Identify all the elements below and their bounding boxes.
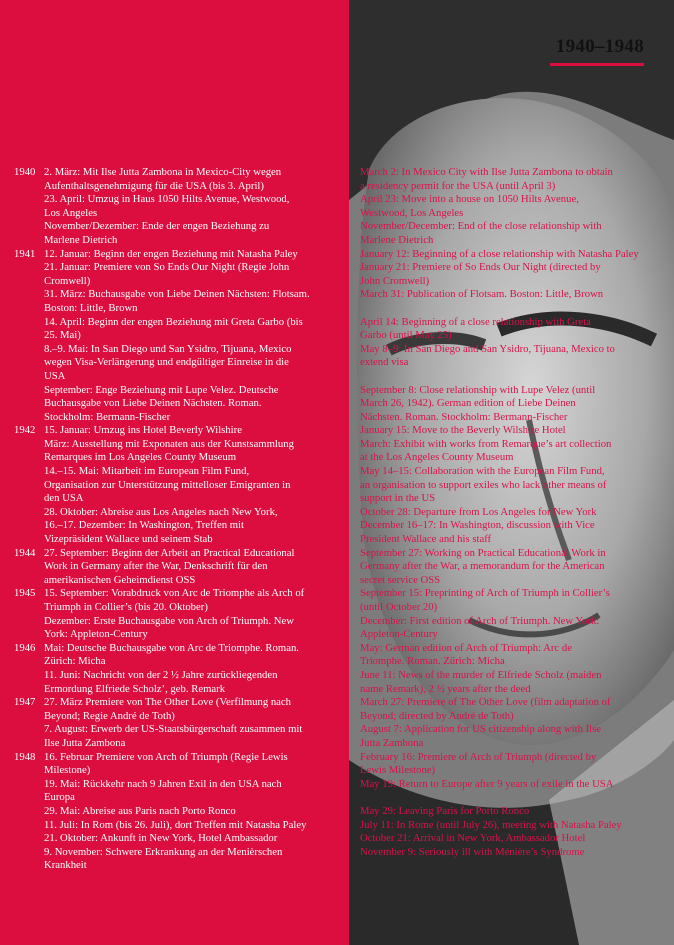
year-entry — [14, 166, 344, 248]
entry-line: 8.–9. Mai: In San Diego und San Ysidro, Tijuana, Mexico — [44, 342, 292, 355]
entry-line: 28. Oktober: Abreise aus Los Angeles nach New York, — [44, 505, 278, 518]
entry-text — [44, 166, 344, 248]
year-label: 1946 — [14, 641, 36, 654]
entry-line: den USA — [44, 492, 84, 505]
translation-line: March 2: In Mexico City with Ilse Jutta Zambona to obtain — [360, 166, 613, 178]
year-entry — [14, 642, 344, 696]
entry-line: Beyond; Regie André de Toth) — [44, 709, 175, 722]
translation-line: October 28: Departure from Los Angeles for New York — [360, 505, 597, 518]
translation-line: Germany after the War, a memorandum for the American — [360, 560, 605, 573]
translation-line: President Wallace and his staff — [360, 533, 492, 546]
year-label: 1944 — [14, 546, 36, 559]
translation-line: November/December: End of the close relationship with — [360, 220, 602, 233]
translation-line: March: Exhibit with works from Remarque’s art collection — [360, 437, 612, 450]
year-label: 1948 — [14, 750, 36, 763]
entry-line: Europa — [44, 791, 75, 804]
entry-text — [44, 424, 344, 546]
translation-line: Westwood, Los Angeles — [360, 206, 464, 219]
translation-line: December 16–17: In Washington, discussion with Vice — [360, 519, 595, 532]
entry-line: Triumph in Collier’s (bis 20. Oktober) — [44, 601, 208, 613]
translation-line: January 15: Move to the Beverly Wilshire Hotel — [360, 424, 566, 437]
translation-line: December: First edition of Arch of Triumph. New York: — [360, 614, 600, 627]
translation-line: June 11: News of the murder of Elfriede Scholz (maiden — [360, 668, 602, 681]
translation-line: September 8: Close relationship with Lupe Velez (until — [360, 383, 596, 396]
translation-line: extend visa — [360, 356, 409, 369]
spacer — [360, 370, 666, 384]
translation-line: Appleton-Century — [360, 628, 438, 641]
entry-line: Milestone) — [44, 764, 91, 777]
entry-line: 12. Januar: Beginn der engen Beziehung mit Natasha Paley — [44, 247, 298, 260]
year-entry — [14, 587, 344, 641]
entry-line: amerikanischen Geheimdienst OSS — [44, 573, 196, 586]
entry-line: USA — [44, 369, 66, 382]
entry-line: 21. Oktober: Ankunft in New York, Hotel Ambassador — [44, 832, 278, 845]
translation-line: Beyond; directed by André de Toth) — [360, 709, 514, 722]
entry-line: wegen Visa-Verlängerung und endgültiger Einreise in die — [44, 356, 289, 369]
year-entry — [14, 424, 344, 546]
entry-line: 16.–17. Dezember: In Washington, Treffen mit — [44, 519, 244, 532]
entry-line: Zürich: Micha — [44, 655, 106, 668]
title-underline — [550, 63, 644, 66]
entry-line: Ermordung Elfriede Scholz’, geb. Remark — [44, 682, 226, 695]
entry-line: Buchausgabe von Liebe Deinen Nächsten. Roman. — [44, 397, 262, 410]
translation-line: Lewis Milestone) — [360, 764, 436, 777]
entry-line: Work in Germany after the War, Denkschrift für den — [44, 560, 268, 573]
entry-line: 27. September: Beginn der Arbeit an Practical Educational — [44, 546, 295, 559]
translation-line: November 9: Seriously ill with Ménière’s Syndrome — [360, 845, 585, 858]
translation-line: January 21: Premiere of So Ends Our Night (directed by — [360, 261, 601, 274]
translation-line: a residency permit for the USA (until April 3) — [360, 179, 556, 192]
year-entry — [14, 751, 344, 873]
entry-line: 9. November: Schwere Erkrankung an der Menièrschen — [44, 845, 283, 858]
translation-line: secret service OSS — [360, 573, 441, 586]
entry-line: 16. Februar Premiere von Arch of Triumph (Regie Lewis — [44, 750, 288, 763]
year-label: 1947 — [14, 696, 36, 709]
translation-line: March 27: Premiere of The Other Love (film adaptation of — [360, 696, 611, 709]
translation-line: May 19: Return to Europe after 9 years of exile in the USA — [360, 777, 614, 790]
entry-line: 14.–15. Mai: Mitarbeit im European Film Fund, — [44, 465, 250, 478]
spacer — [360, 791, 666, 805]
translation-line: May 14–15: Collaboration with the European Film Fund, — [360, 465, 605, 478]
page-header — [550, 36, 644, 66]
entry-line: Stockholm: Bermann-Fischer — [44, 410, 171, 423]
entry-line: 2. März: Mit Ilse Jutta Zambona in Mexico-City wegen — [44, 166, 282, 178]
entry-line: 15. Januar: Umzug ins Hotel Beverly Wilshire — [44, 424, 242, 437]
entry-line: 14. April: Beginn der engen Beziehung mit Greta Garbo (bis — [44, 315, 303, 328]
translation-line: May 8–9: In San Diego and San Ysidro, Tijuana, Mexico to — [360, 342, 615, 355]
translation-line: August 7: Application for US citizenship along with Ilse — [360, 723, 602, 736]
entry-line: Los Angeles — [44, 206, 98, 219]
entry-line: York: Appleton-Century — [44, 628, 148, 641]
translation-line: July 11: In Rome (until July 26), meeting with Natasha Paley — [360, 818, 622, 831]
translation-line: at the Los Angeles County Museum — [360, 451, 514, 464]
entry-text — [44, 751, 344, 873]
translation-line: January 12: Beginning of a close relationship with Natasha Paley — [360, 247, 639, 260]
english-chronology — [360, 166, 666, 859]
year-entry — [14, 547, 344, 588]
entry-text — [44, 642, 344, 696]
translation-line: Garbo (until May 25) — [360, 329, 452, 342]
entry-line: 23. April: Umzug in Haus 1050 Hilts Avenue, Westwood, — [44, 193, 290, 206]
year-entry — [14, 248, 344, 425]
entry-line: 11. Juni: Nachricht von der 2 ½ Jahre zurückliegenden — [44, 668, 278, 681]
entry-line: Organisation zur Unterstützung mittelloser Emigranten in — [44, 478, 291, 491]
entry-line: November/Dezember: Ende der engen Beziehung zu — [44, 220, 270, 233]
translation-line: May: German edition of Arch of Triumph: Arc de — [360, 641, 572, 654]
year-label: 1941 — [14, 247, 36, 260]
translation-line: Jutta Zambona — [360, 736, 424, 749]
entry-line: Remarques im Los Angeles County Museum — [44, 451, 237, 464]
entry-line: Cromwell) — [44, 274, 91, 287]
entry-line: 25. Mai) — [44, 329, 81, 342]
translation-line: October 21: Arrival in New York, Ambassador Hotel — [360, 832, 586, 845]
translation-line: September 27: Working on Practical Educational Work in — [360, 546, 606, 559]
entry-line: Boston: Little, Brown — [44, 301, 138, 314]
translation-line: Nächsten. Roman. Stockholm: Bermann-Fischer — [360, 410, 568, 423]
entry-line: Dezember: Erste Buchausgabe von Arch of Triumph. New — [44, 614, 294, 627]
entry-line: 21. Januar: Premiere von So Ends Our Night (Regie John — [44, 261, 290, 274]
entry-line: 27. März Premiere von The Other Love (Verfilmung nach — [44, 696, 292, 709]
spacer — [360, 302, 666, 316]
translation-line: April 14: Beginning of a close relationship with Greta — [360, 315, 591, 328]
year-label: 1945 — [14, 587, 36, 600]
entry-line: Mai: Deutsche Buchausgabe von Arc de Triomphe. Roman. — [44, 641, 299, 654]
entry-line: Vizepräsident Wallace und seinem Stab — [44, 533, 213, 546]
translation-line: May 29: Leaving Paris for Porto Ronco — [360, 804, 530, 817]
translation-line: support in the US — [360, 492, 436, 505]
translation-line: John Cromwell) — [360, 274, 430, 287]
entry-line: Aufenthaltsgenehmigung für die USA (bis 3. April) — [44, 179, 264, 192]
translation-line: Marlene Dietrich — [360, 233, 434, 246]
translation-line: name Remark), 2 ½ years after the deed — [360, 682, 531, 695]
entry-line: 29. Mai: Abreise aus Paris nach Porto Ronco — [44, 804, 236, 817]
entry-line: 19. Mai: Rückkehr nach 9 Jahren Exil in den USA nach — [44, 777, 282, 790]
page-title: 1940–1948 — [555, 36, 644, 57]
year-label: 1942 — [14, 424, 36, 437]
entry-line: 15. September: Vorabdruck von Arc de Triomphe als Arch of — [44, 587, 305, 600]
year-entry — [14, 696, 344, 750]
entry-line: September: Enge Beziehung mit Lupe Velez. Deutsche — [44, 383, 279, 396]
entry-text — [44, 248, 344, 425]
entry-line: Marlene Dietrich — [44, 233, 118, 246]
translation-line: February 16: Premiere of Arch of Triumph (directed by — [360, 750, 597, 763]
entry-text — [44, 696, 344, 750]
entry-line: März: Ausstellung mit Exponaten aus der Kunstsammlung — [44, 437, 294, 450]
translation-line: April 23: Move into a house on 1050 Hilts Avenue, — [360, 193, 579, 206]
translation-line: March 31: Publication of Flotsam. Boston: Little, Brown — [360, 288, 604, 301]
german-chronology — [14, 166, 344, 873]
translation-line: (until October 20) — [360, 601, 438, 613]
translation-line: Triomphe. Roman. Zürich: Micha — [360, 655, 505, 668]
entry-text — [44, 547, 344, 588]
entry-line: 7. August: Erwerb der US-Staatsbürgerschaft zusammen mit — [44, 723, 303, 736]
translation-line: March 26, 1942). German edition of Liebe Deinen — [360, 397, 576, 410]
translation-line: an organisation to support exiles who lack other means of — [360, 478, 607, 491]
entry-line: Ilse Jutta Zambona — [44, 736, 126, 749]
entry-line: 31. März: Buchausgabe von Liebe Deinen Nächsten: Flotsam. — [44, 288, 310, 301]
entry-line: Krankheit — [44, 859, 87, 872]
year-label: 1940 — [14, 166, 36, 178]
entry-line: 11. Juli: In Rom (bis 26. Juli), dort Treffen mit Natasha Paley — [44, 818, 307, 831]
entry-text — [44, 587, 344, 641]
translation-line: September 15: Preprinting of Arch of Triumph in Collier’s — [360, 587, 610, 600]
